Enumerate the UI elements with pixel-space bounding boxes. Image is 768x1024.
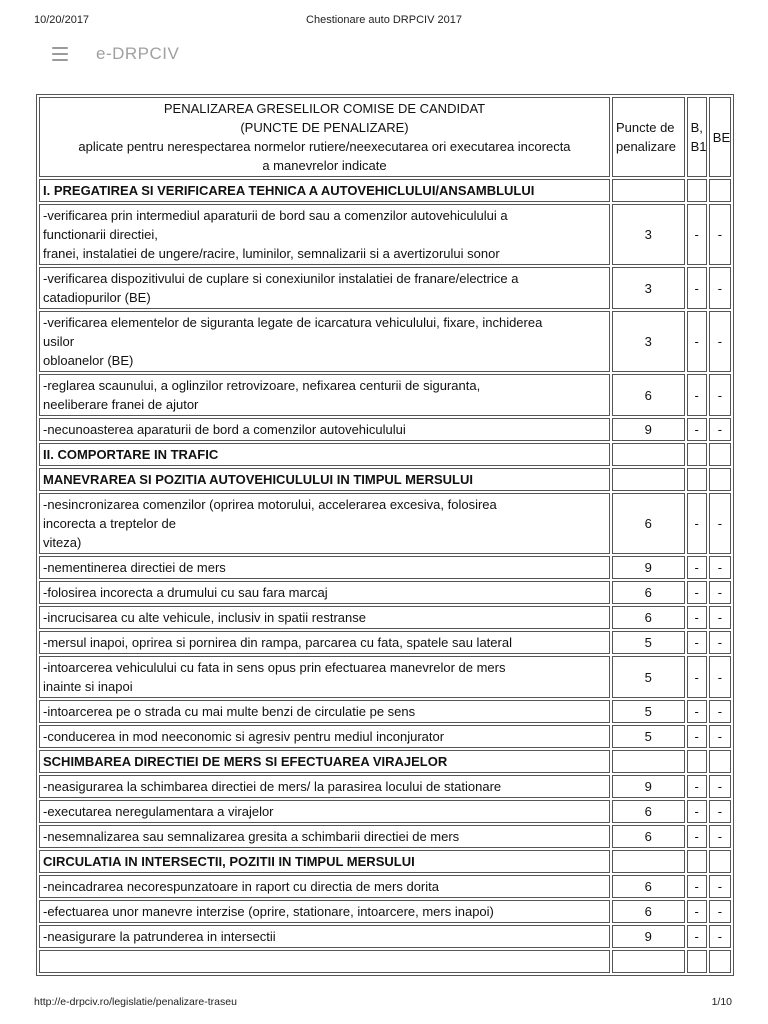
table-title-line: (PUNCTE DE PENALIZARE) — [240, 120, 409, 135]
penalty-table-container — [36, 94, 734, 990]
description-line: -folosirea incorecta a drumului cu sau fara marcaj — [43, 585, 328, 600]
empty-cell — [709, 179, 731, 202]
section-row — [39, 179, 731, 202]
penalty-points: 5 — [612, 700, 685, 723]
table-row — [39, 418, 731, 441]
description-line: -incrucisarea cu alte vehicule, inclusiv in spatii restranse — [43, 610, 366, 625]
table-title-line: a manevrelor indicate — [262, 158, 387, 173]
category-b-value: - — [687, 606, 707, 629]
table-row — [39, 581, 731, 604]
print-page-number: 1/10 — [711, 996, 732, 1008]
category-be-value: - — [709, 374, 731, 416]
category-b-value: - — [687, 311, 707, 372]
description-line: franei, instalatiei de ungere/racire, luminilor, semnalizarii si a avertizorului sonor — [43, 246, 500, 261]
table-title-cell — [39, 97, 610, 177]
penalty-description — [39, 656, 610, 698]
empty-cell — [709, 850, 731, 873]
table-row — [39, 374, 731, 416]
description-line: -verificarea dispozitivului de cuplare si conexiunilor instalatiei de franare/electrice a — [43, 271, 519, 286]
penalty-points: 9 — [612, 925, 685, 948]
description-line: -nesincronizarea comenzilor (oprirea motorului, accelerarea excesiva, folosirea — [43, 497, 497, 512]
category-b-value: - — [687, 631, 707, 654]
empty-cell — [709, 443, 731, 466]
penalty-description — [39, 950, 610, 973]
penalty-description — [39, 925, 610, 948]
empty-cell — [709, 750, 731, 773]
hamburger-menu-icon[interactable] — [52, 47, 68, 61]
description-line: -nesemnalizarea sau semnalizarea gresita a schimbarii directiei de mers — [43, 829, 460, 844]
description-line: neeliberare franei de ajutor — [43, 397, 199, 412]
description-line: -conducerea in mod neeconomic si agresiv pentru mediul inconjurator — [43, 729, 445, 744]
category-b-value: - — [687, 900, 707, 923]
app-bar — [52, 40, 179, 68]
penalty-description — [39, 556, 610, 579]
penalty-points: 6 — [612, 606, 685, 629]
penalty-points — [612, 950, 685, 973]
penalty-points: 5 — [612, 631, 685, 654]
penalty-points: 9 — [612, 556, 685, 579]
penalty-description — [39, 267, 610, 309]
description-line: inainte si inapoi — [43, 679, 133, 694]
description-line: -intoarcerea pe o strada cu mai multe benzi de circulatie pe sens — [43, 704, 416, 719]
category-be-value: - — [709, 631, 731, 654]
category-be-value: - — [709, 311, 731, 372]
penalty-description — [39, 800, 610, 823]
print-url: http://e-drpciv.ro/legislatie/penalizare-traseu — [34, 996, 237, 1008]
category-b-value: - — [687, 656, 707, 698]
table-row — [39, 725, 731, 748]
penalty-points: 3 — [612, 267, 685, 309]
description-line: -efectuarea unor manevre interzise (oprire, stationare, intoarcere, mers inapoi) — [43, 904, 494, 919]
category-b-value: - — [687, 267, 707, 309]
description-line: -mersul inapoi, oprirea si pornirea din rampa, parcarea cu fata, spatele sau lateral — [43, 635, 512, 650]
table-row — [39, 631, 731, 654]
empty-cell — [687, 850, 707, 873]
description-line: viteza) — [43, 535, 82, 550]
empty-cell — [687, 443, 707, 466]
print-page-title: Chestionare auto DRPCIV 2017 — [306, 14, 462, 26]
category-be-value: - — [709, 825, 731, 848]
print-footer — [0, 996, 768, 1010]
category-b-value: - — [687, 204, 707, 265]
category-b-value: - — [687, 825, 707, 848]
section-row — [39, 850, 731, 873]
points-column-header — [612, 97, 685, 177]
penalty-description — [39, 374, 610, 416]
table-row — [39, 775, 731, 798]
category-be-value: - — [709, 493, 731, 554]
penalty-table — [36, 94, 734, 976]
description-line: -verificarea elementelor de siguranta legate de icarcatura vehiculului, fixare, inchiderea — [43, 315, 543, 330]
empty-cell — [612, 850, 685, 873]
category-b-value: - — [687, 775, 707, 798]
description-line: -neincadrarea necorespunzatoare in raport cu directia de mers dorita — [43, 879, 439, 894]
description-line — [43, 952, 606, 971]
section-title: II. COMPORTARE IN TRAFIC — [39, 443, 610, 466]
category-be-value: - — [709, 900, 731, 923]
table-row — [39, 556, 731, 579]
category-b-value: - — [687, 700, 707, 723]
category-b-header-line: B, — [690, 120, 703, 135]
category-be-value: - — [709, 204, 731, 265]
points-header-line: Puncte de — [615, 120, 675, 135]
penalty-description — [39, 418, 610, 441]
empty-cell — [687, 179, 707, 202]
penalty-points: 9 — [612, 775, 685, 798]
penalty-description — [39, 204, 610, 265]
category-b-value: - — [687, 374, 707, 416]
category-be-value: - — [709, 700, 731, 723]
category-b-value: - — [687, 800, 707, 823]
penalty-description — [39, 631, 610, 654]
penalty-points: 6 — [612, 875, 685, 898]
table-row — [39, 900, 731, 923]
penalty-points: 6 — [612, 800, 685, 823]
category-b-value: - — [687, 493, 707, 554]
print-date: 10/20/2017 — [34, 14, 90, 26]
category-be-value: - — [709, 656, 731, 698]
penalty-description — [39, 900, 610, 923]
table-title-line: aplicate pentru nerespectarea normelor rutiere/neexecutarea ori executarea incorecta — [78, 139, 571, 154]
penalty-description — [39, 825, 610, 848]
category-be-value: - — [709, 925, 731, 948]
category-b-value: - — [687, 581, 707, 604]
penalty-points: 3 — [612, 204, 685, 265]
category-be-value: - — [709, 875, 731, 898]
description-line: obloanelor (BE) — [43, 353, 134, 368]
category-b-value — [687, 950, 707, 973]
section-title: CIRCULATIA IN INTERSECTII, POZITII IN TIMPUL MERSULUI — [39, 850, 610, 873]
category-be-column-header: BE — [709, 97, 731, 177]
section-row — [39, 443, 731, 466]
section-title: I. PREGATIREA SI VERIFICAREA TEHNICA A AUTOVEHICLULUI/ANSAMBLULUI — [39, 179, 610, 202]
penalty-description — [39, 725, 610, 748]
penalty-description — [39, 493, 610, 554]
category-b-column-header — [687, 97, 707, 177]
app-name[interactable]: e-DRPCIV — [96, 44, 180, 63]
penalty-points: 6 — [612, 374, 685, 416]
category-b-value: - — [687, 725, 707, 748]
description-line: -verificarea prin intermediul aparaturii de bord sau a comenzilor autovehiculului a — [43, 208, 508, 223]
category-be-value: - — [709, 418, 731, 441]
description-line: -intoarcerea vehiculului cu fata in sens opus prin efectuarea manevrelor de mers — [43, 660, 506, 675]
category-be-value: - — [709, 267, 731, 309]
category-b-header-line: B1 — [690, 139, 707, 154]
description-line: -necunoasterea aparaturii de bord a comenzilor autovehiculului — [43, 422, 406, 437]
category-be-value — [709, 950, 731, 973]
category-be-value: - — [709, 556, 731, 579]
print-header — [0, 14, 768, 30]
penalty-points: 3 — [612, 311, 685, 372]
description-line: -reglarea scaunului, a oglinzilor retrovizoare, nefixarea centurii de siguranta, — [43, 378, 481, 393]
penalty-description — [39, 875, 610, 898]
penalty-points: 6 — [612, 825, 685, 848]
penalty-description — [39, 606, 610, 629]
penalty-description — [39, 775, 610, 798]
table-row — [39, 950, 731, 973]
empty-cell — [612, 443, 685, 466]
empty-cell — [687, 750, 707, 773]
section-row — [39, 750, 731, 773]
empty-cell — [612, 179, 685, 202]
section-row — [39, 468, 731, 491]
penalty-points: 5 — [612, 725, 685, 748]
category-be-value: - — [709, 775, 731, 798]
table-header-row — [39, 97, 731, 177]
empty-cell — [612, 468, 685, 491]
penalty-description — [39, 700, 610, 723]
empty-cell — [709, 468, 731, 491]
penalty-points: 6 — [612, 581, 685, 604]
penalty-points: 5 — [612, 656, 685, 698]
table-row — [39, 267, 731, 309]
category-be-value: - — [709, 581, 731, 604]
table-row — [39, 493, 731, 554]
table-row — [39, 800, 731, 823]
description-line: usilor — [43, 334, 75, 349]
penalty-points: 9 — [612, 418, 685, 441]
points-header-line: penalizare — [615, 139, 676, 154]
category-be-value: - — [709, 725, 731, 748]
section-title: MANEVRAREA SI POZITIA AUTOVEHICULULUI IN TIMPUL MERSULUI — [39, 468, 610, 491]
table-row — [39, 606, 731, 629]
category-be-value: - — [709, 606, 731, 629]
penalty-description — [39, 581, 610, 604]
category-b-value: - — [687, 556, 707, 579]
description-line: functionarii directiei, — [43, 227, 158, 242]
table-row — [39, 875, 731, 898]
category-be-value: - — [709, 800, 731, 823]
table-row — [39, 204, 731, 265]
description-line: incorecta a treptelor de — [43, 516, 176, 531]
table-row — [39, 825, 731, 848]
table-title-line: PENALIZAREA GRESELILOR COMISE DE CANDIDAT — [163, 101, 486, 116]
category-b-value: - — [687, 925, 707, 948]
section-title: SCHIMBAREA DIRECTIEI DE MERS SI EFECTUAREA VIRAJELOR — [39, 750, 610, 773]
table-row — [39, 700, 731, 723]
category-b-value: - — [687, 875, 707, 898]
description-line: -executarea neregulamentara a virajelor — [43, 804, 274, 819]
table-row — [39, 925, 731, 948]
empty-cell — [687, 468, 707, 491]
penalty-description — [39, 311, 610, 372]
penalty-points: 6 — [612, 493, 685, 554]
category-b-value: - — [687, 418, 707, 441]
penalty-points: 6 — [612, 900, 685, 923]
description-line: catadiopurilor (BE) — [43, 290, 151, 305]
table-row — [39, 656, 731, 698]
description-line: -neasigurare la patrunderea in intersectii — [43, 929, 276, 944]
description-line: -nementinerea directiei de mers — [43, 560, 226, 575]
description-line: -neasigurarea la schimbarea directiei de mers/ la parasirea locului de stationare — [43, 779, 502, 794]
empty-cell — [612, 750, 685, 773]
table-row — [39, 311, 731, 372]
